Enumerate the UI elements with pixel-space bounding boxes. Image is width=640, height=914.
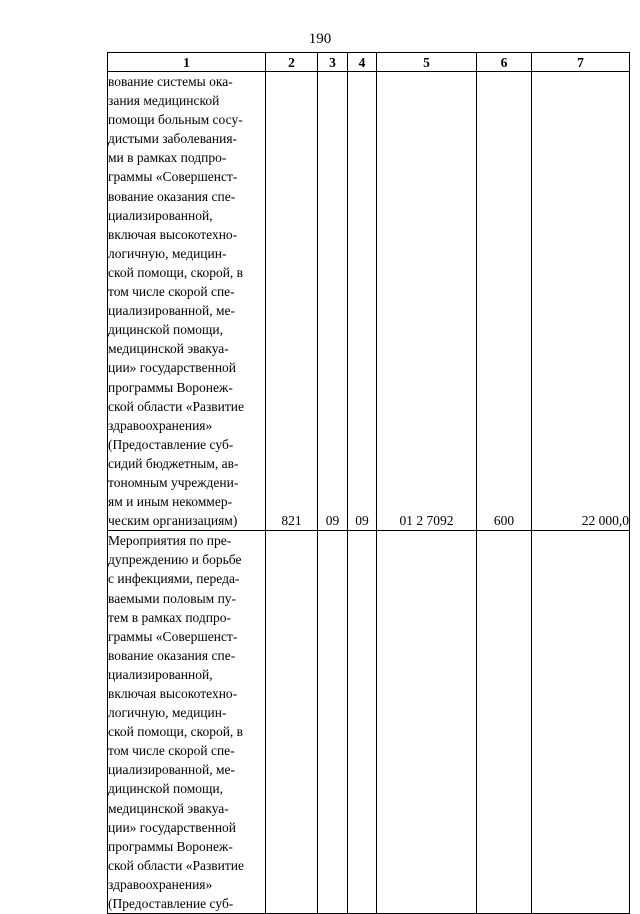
description-line: (Предоставление суб- [108,896,234,912]
description-line: граммы «Совершенст- [108,169,238,185]
description-line: тем в рамках подпро- [108,609,231,625]
description-line: здравоохранения» [108,876,213,892]
header-col-3: 3 [318,53,348,72]
subsection-cell: 09 [348,72,377,531]
description-line: зания медицинской [108,93,220,109]
description-line: ской помощи, скорой, в [108,724,244,740]
description-line: ской области «Развитие [108,857,245,873]
description-line: ской помощи, скорой, в [108,264,244,280]
row-description [108,72,266,531]
description-line: логичную, медицин- [108,705,227,721]
description-line: вование оказания спе- [108,188,236,204]
amount-cell [532,531,630,914]
header-col-1: 1 [108,53,266,72]
description-line: ции» государственной [108,819,237,835]
target-article-cell: 01 2 7092 [377,72,477,531]
description-line: ской области «Развитие [108,398,245,414]
header-col-4: 4 [348,53,377,72]
description-line: том числе скорой спе- [108,284,235,300]
admin-code-cell: 821 [266,72,318,531]
description-line: дупреждению и борьбе [108,552,242,568]
description-line: ям и иным некоммер- [108,494,233,510]
description-line: дистыми заболевания- [108,131,238,147]
description-line: включая высокотехно- [108,226,238,242]
description-line: помощи больным сосу- [108,112,243,128]
header-col-2: 2 [266,53,318,72]
description-line: граммы «Совершенст- [108,628,238,644]
header-row [108,53,630,72]
description-line: ческим организациям) [108,513,238,529]
section-cell: 09 [318,72,348,531]
subsection-cell [348,531,377,914]
target-article-cell [377,531,477,914]
description-line: (Предоставление суб- [108,436,234,452]
description-line: с инфекциями, переда- [108,571,240,587]
description-line: Мероприятия по пре- [108,533,232,549]
description-line: программы Воронеж- [108,838,233,854]
description-line: вование системы ока- [108,74,233,89]
description-line: ми в рамках подпро- [108,150,227,166]
page-number: 190 [308,31,332,47]
description-line: циализированной, [108,666,213,682]
admin-code-cell [266,531,318,914]
description-line: дицинской помощи, [108,781,223,797]
expense-type-cell [477,531,532,914]
section-cell [318,531,348,914]
description-line: ваемыми половым пу- [108,590,237,606]
description-line: логичную, медицин- [108,245,227,261]
description-line: включая высокотехно- [108,686,238,701]
header-col-7: 7 [532,53,630,72]
description-line: циализированной, ме- [108,762,235,778]
table-row [108,72,630,531]
description-line: циализированной, [108,207,213,223]
description-line: тономным учреждени- [108,474,239,490]
description-line: медицинской эвакуа- [108,800,229,816]
expense-type-cell: 600 [477,72,532,531]
amount-cell: 22 000,0 [532,72,630,531]
header-col-5: 5 [377,53,477,72]
description-line: медицинской эвакуа- [108,341,229,357]
description-line: здравоохранения» [108,417,213,433]
budget-table [107,52,630,914]
description-line: вование оказания спе- [108,647,236,663]
description-line: дицинской помощи, [108,322,223,338]
row-description [108,531,266,914]
description-line: том числе скорой спе- [108,743,235,759]
description-line: циализированной, ме- [108,303,235,319]
header-col-6: 6 [477,53,532,72]
table-row [108,531,630,914]
description-line: программы Воронеж- [108,379,233,395]
description-line: сидий бюджетным, ав- [108,455,239,471]
description-line: ции» государственной [108,360,237,376]
